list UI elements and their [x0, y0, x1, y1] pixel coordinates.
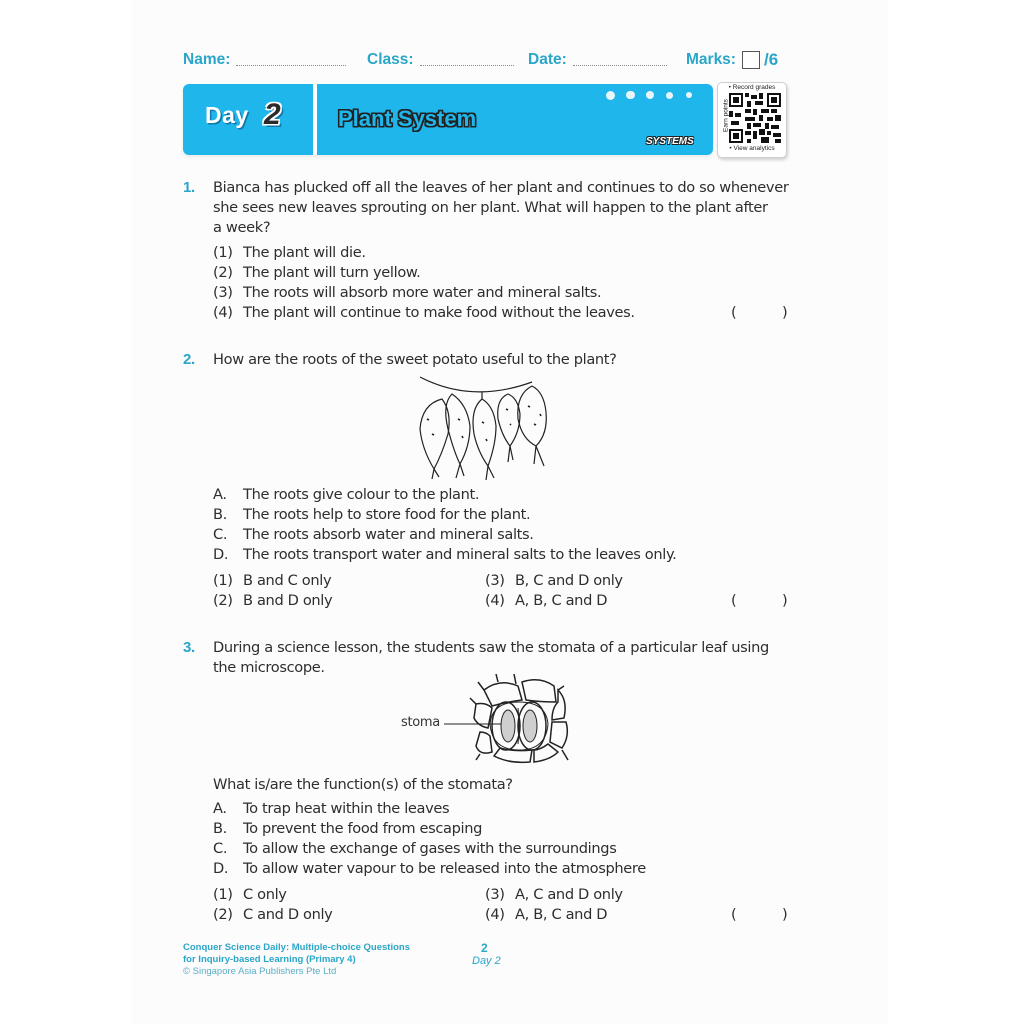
answer-option[interactable]: [213, 304, 635, 321]
question-number: 3.: [183, 639, 195, 656]
qr-earn-points: Earn points: [722, 99, 730, 132]
question-stem-line: During a science lesson, the students saw the stomata of a particular leaf using: [213, 639, 769, 656]
statement-text: To allow water vapour to be released into the atmosphere: [243, 860, 646, 877]
option-key: (1): [213, 572, 233, 589]
option-text: A, B, C and D: [515, 592, 608, 609]
qr-record-grades: • Record grades: [728, 84, 776, 91]
option-key: (2): [213, 264, 233, 281]
date-field[interactable]: [528, 49, 667, 71]
option-text: The plant will continue to make food without the leaves.: [243, 304, 635, 321]
date-label: Date:: [528, 51, 567, 68]
progress-dot: [666, 92, 673, 99]
statement-key: D.: [213, 546, 229, 563]
statement: [213, 506, 530, 523]
statement-text: To allow the exchange of gases with the surroundings: [243, 840, 617, 857]
answer-option[interactable]: [213, 284, 601, 301]
statement-key: D.: [213, 860, 229, 877]
option-text: C and D only: [243, 906, 333, 923]
statement-text: The roots absorb water and mineral salts.: [243, 526, 534, 543]
option-key: (3): [213, 284, 233, 301]
statement-key: B.: [213, 820, 227, 837]
sub-question: What is/are the function(s) of the stomata?: [213, 776, 513, 793]
option-key: (4): [213, 304, 233, 321]
banner-divider: [313, 84, 317, 155]
qr-view-analytics: • View analytics: [729, 145, 775, 152]
progress-dot: [646, 91, 654, 99]
question-stem-line: the microscope.: [213, 659, 325, 676]
option-key: (3): [485, 572, 505, 589]
class-label: Class:: [367, 51, 414, 68]
question-stem-line: Bianca has plucked off all the leaves of her plant and continues to do so whenever: [213, 179, 789, 196]
option-text: The roots will absorb more water and mineral salts.: [243, 284, 602, 301]
statement-text: The roots transport water and mineral salts to the leaves only.: [243, 546, 677, 563]
marks-label: Marks:: [686, 51, 736, 68]
question-stem-line: she sees new leaves sprouting on her plant. What will happen to the plant after: [213, 199, 768, 216]
name-label: Name:: [183, 51, 231, 68]
option-key: (4): [485, 592, 505, 609]
footer-book-line-2: for Inquiry-based Learning (Primary 4): [183, 954, 356, 965]
name-field[interactable]: [183, 49, 346, 71]
marks-box[interactable]: [742, 51, 760, 69]
option-text: The plant will turn yellow.: [243, 264, 421, 281]
option-key: (1): [213, 886, 233, 903]
option-key: (3): [485, 886, 505, 903]
option-key: (1): [213, 244, 233, 261]
statement: [213, 820, 482, 837]
question-stem-line: How are the roots of the sweet potato useful to the plant?: [213, 351, 617, 368]
marks-field: [686, 49, 778, 71]
option-key: (2): [213, 592, 233, 609]
page-number: 2: [481, 941, 488, 955]
answer-bracket-close[interactable]: ): [782, 592, 788, 609]
answer-bracket-close[interactable]: ): [782, 906, 788, 923]
answer-option[interactable]: [485, 592, 607, 609]
answer-option[interactable]: [485, 906, 607, 923]
progress-dot: [606, 91, 615, 100]
answer-bracket-open[interactable]: (: [731, 304, 737, 321]
answer-option[interactable]: [213, 592, 332, 609]
answer-option[interactable]: [485, 572, 623, 589]
option-key: (2): [213, 906, 233, 923]
answer-option[interactable]: [213, 264, 420, 281]
statement: [213, 546, 676, 563]
date-blank[interactable]: [573, 55, 667, 66]
option-text: B and D only: [243, 592, 333, 609]
answer-option[interactable]: [213, 906, 332, 923]
option-text: B, C and D only: [515, 572, 623, 589]
answer-option[interactable]: [485, 886, 623, 903]
statement-text: To trap heat within the leaves: [243, 800, 450, 817]
option-text: The plant will die.: [243, 244, 366, 261]
statement: [213, 840, 616, 857]
footer-book-line-1: Conquer Science Daily: Multiple-choice Questions: [183, 942, 410, 953]
stomata-diagram-image: [440, 672, 575, 768]
answer-bracket-open[interactable]: (: [731, 592, 737, 609]
answer-bracket-open[interactable]: (: [731, 906, 737, 923]
page-day: Day 2: [472, 955, 501, 967]
answer-option[interactable]: [213, 244, 366, 261]
strand-label: SYSTEMS: [646, 136, 694, 147]
answer-option[interactable]: [213, 572, 331, 589]
statement-key: C.: [213, 526, 228, 543]
answer-option[interactable]: [213, 886, 287, 903]
statement-text: The roots help to store food for the plant.: [243, 506, 531, 523]
statement-key: A.: [213, 486, 227, 503]
option-text: B and C only: [243, 572, 332, 589]
statement: [213, 800, 449, 817]
day-number: 2: [264, 98, 281, 131]
question-number: 1.: [183, 179, 195, 196]
topic-title: Plant System: [338, 106, 477, 131]
progress-dot: [626, 91, 635, 100]
stoma-label: stoma: [401, 715, 440, 730]
statement-text: To prevent the food from escaping: [243, 820, 483, 837]
statement-key: B.: [213, 506, 227, 523]
statement-text: The roots give colour to the plant.: [243, 486, 480, 503]
statement-key: A.: [213, 800, 227, 817]
name-blank[interactable]: [236, 55, 346, 66]
class-blank[interactable]: [420, 55, 514, 66]
progress-dot: [686, 92, 692, 98]
statement: [213, 860, 646, 877]
marks-total: /6: [763, 50, 779, 69]
qr-code-icon[interactable]: [729, 93, 781, 143]
statement: [213, 526, 534, 543]
footer-book-info: [183, 942, 410, 978]
option-key: (4): [485, 906, 505, 923]
option-text: C only: [243, 886, 287, 903]
class-field[interactable]: [367, 49, 514, 71]
footer-copyright: © Singapore Asia Publishers Pte Ltd: [183, 966, 337, 977]
option-text: A, C and D only: [515, 886, 623, 903]
sweet-potato-roots-image: [412, 374, 550, 482]
option-text: A, B, C and D: [515, 906, 608, 923]
answer-bracket-close[interactable]: ): [782, 304, 788, 321]
question-stem-line: a week?: [213, 219, 271, 236]
question-number: 2.: [183, 351, 195, 368]
statement-key: C.: [213, 840, 228, 857]
statement: [213, 486, 479, 503]
day-label: Day: [205, 102, 249, 128]
